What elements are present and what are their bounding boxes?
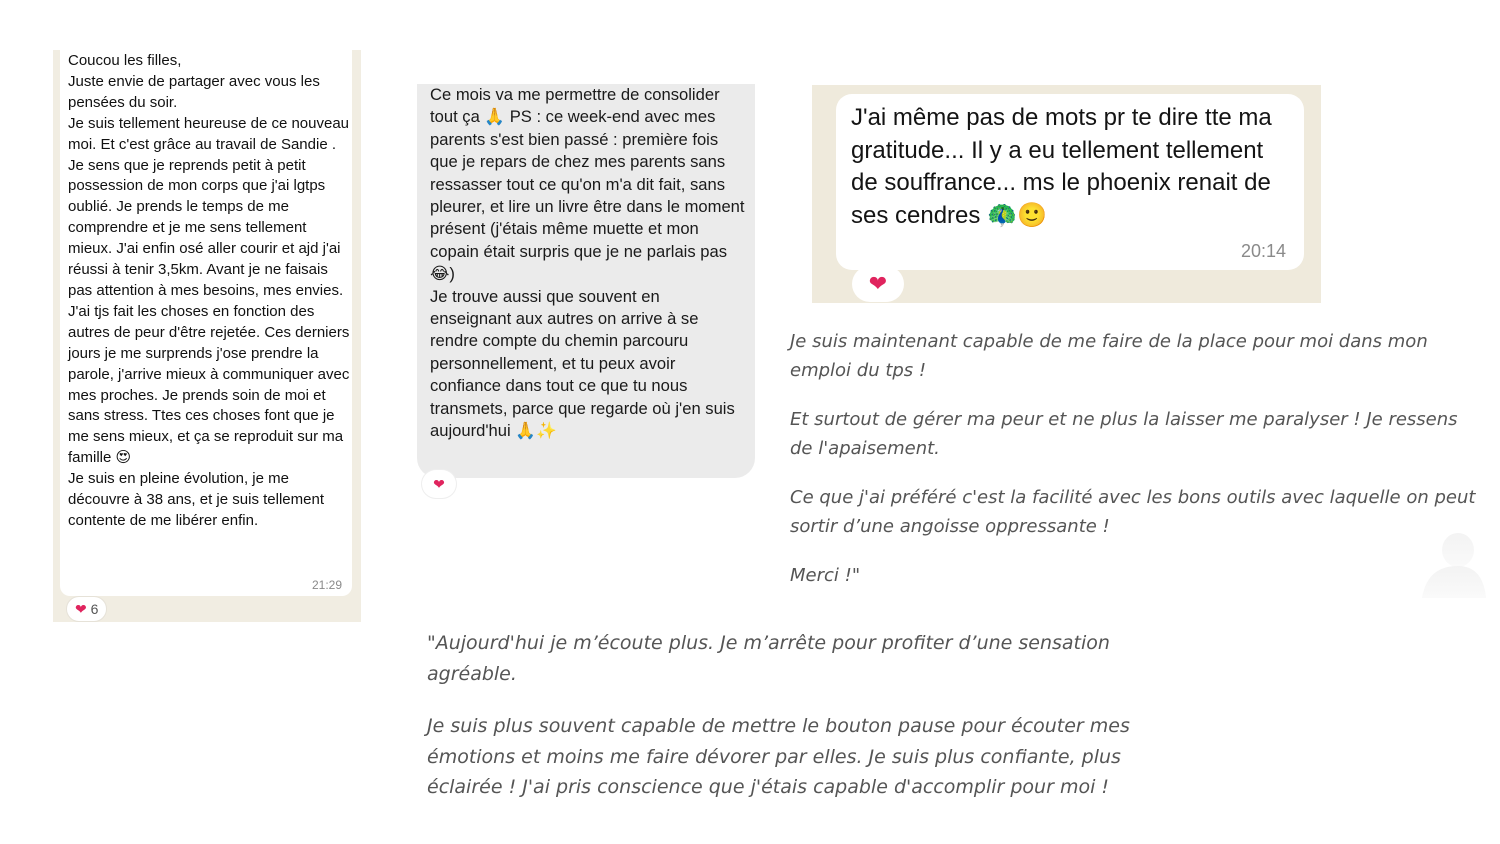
message-text: Coucou les filles, Juste envie de partager avec vous les pensées du soir. Je suis tellement heureuse de ce nouveau moi. Et c'est grâce au travail de Sandie . Je sens que je reprends petit à petit possession de mon corps que j'ai lgtps oublié. Je prends le temps de me comprendre et je me sens tellement mieux. J'ai enfin osé aller courir et ajd j'ai réussi à tenir 3,5km. Avant je ne faisais pas attention à mes besoins, mes envies. J'ai tjs fait les choses en fonction des autres de peur d'être rejetée. Ces derniers jours je me surprends j'ose prendre la parole, j'arrive mieux à communiquer avec mes proches. Je prends soin de moi et sans stress. Ttes ces choses font que je me sens mieux, et ça se reproduit sur ma famille 😍 Je suis en pleine évolution, je me découvre à 38 ans, et je suis tellement contente de me libérer enfin.	[68, 52, 350, 529]
message-time: 20:14	[1240, 241, 1286, 261]
chat-screenshot-right	[812, 85, 1321, 303]
reaction-badge[interactable]	[66, 596, 107, 622]
testimonial-paragraph: Je suis maintenant capable de me faire de la place pour moi dans mon emploi du tps !	[790, 331, 1428, 381]
testimonial-right	[790, 327, 1480, 610]
message-time: 21:29	[311, 578, 342, 592]
testimonial-paragraph: Merci !"	[790, 565, 861, 586]
testimonial-bottom	[427, 628, 1147, 825]
reaction-badge[interactable]	[422, 470, 456, 498]
heart-icon: ❤	[433, 476, 445, 492]
chat-screenshot-left	[53, 50, 361, 622]
testimonial-paragraph: "Aujourd'hui je m’écoute plus. Je m’arrête pour profiter d’une sensation agréable.	[427, 632, 1110, 685]
reaction-badge[interactable]	[852, 266, 904, 302]
reaction-count: 6	[90, 601, 99, 617]
message-bubble	[836, 94, 1304, 270]
silhouette-image	[1420, 530, 1486, 598]
testimonial-paragraph: Je suis plus souvent capable de mettre le bouton pause pour écouter mes émotions et moins me faire dévorer par elles. Je suis plus confiante, plus éclairée ! J'ai pris conscience que j'étais capable d'accomplir pour moi !	[427, 715, 1130, 798]
message-bubble	[60, 50, 352, 596]
message-text: Ce mois va me permettre de consolider tout ça 🙏 PS : ce week-end avec mes parents s'est bien passé : première fois que je repars de chez mes parents sans ressasser tout ce qu'on m'a dit fait, sans pleurer, et lire un livre être dans le moment présent (j'étais même muette et mon copain était surpris que je ne parlais pas 😂) Je trouve aussi que souvent en enseignant aux autres on arrive à se rendre compte du chemin parcouru personnellement, et tu peux avoir confiance dans tout ce que tu nous transmets, parce que regarde où j'en suis aujourd'hui 🙏✨	[430, 85, 745, 441]
testimonial-paragraph: Ce que j'ai préféré c'est la facilité avec les bons outils avec laquelle on peut sortir d’une angoisse oppressante !	[790, 487, 1476, 537]
chat-screenshot-middle	[417, 84, 755, 478]
testimonial-paragraph: Et surtout de gérer ma peur et ne plus la laisser me paralyser ! Je ressens de l'apaisement.	[790, 409, 1458, 459]
message-text: J'ai même pas de mots pr te dire tte ma gratitude... Il y a eu tellement tellement de souffrance... ms le phoenix renait de ses cendres 🦚🙂	[851, 104, 1272, 230]
heart-icon: ❤	[868, 271, 888, 296]
heart-icon: ❤	[75, 601, 87, 617]
